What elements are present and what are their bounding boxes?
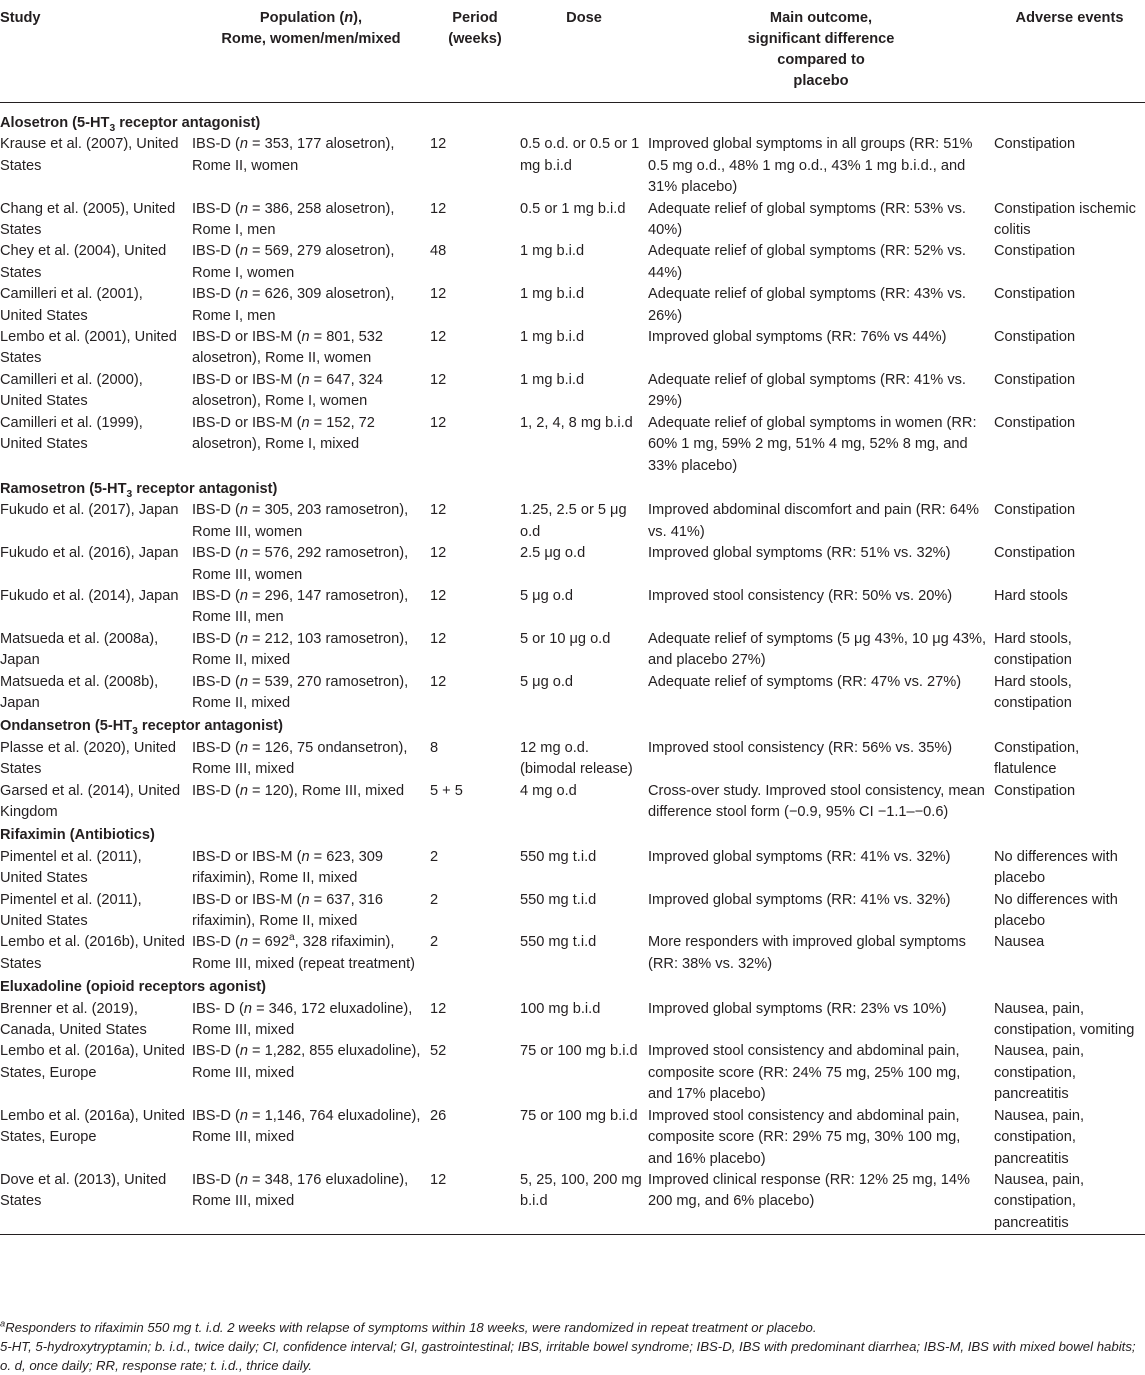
cell-period: 5 + 5 xyxy=(430,782,463,799)
cell-population: IBS-D (n = 348, 176 eluxadoline), Rome III, mixed xyxy=(192,1171,409,1210)
cell-adverse: Constipation xyxy=(994,414,1076,431)
cell-period: 26 xyxy=(430,1107,447,1124)
cell-population: IBS-D (n = 569, 279 alosetron), Rome I, women xyxy=(192,243,395,281)
cell-study: Pimentel et al. (2011), United States xyxy=(0,891,142,930)
cell-period: 12 xyxy=(430,1171,447,1188)
table-row xyxy=(0,241,1145,284)
group-header-row xyxy=(0,714,1145,737)
cell-dose: 1 mg b.i.d xyxy=(520,371,585,388)
cell-population: IBS-D (n = 212, 103 ramosetron), Rome II, mixed xyxy=(192,630,409,669)
cell-dose: 1, 2, 4, 8 mg b.i.d xyxy=(520,414,633,431)
cell-outcome: More responders with improved global symptoms (RR: 38% vs. 32%) xyxy=(648,934,966,972)
cell-period: 12 xyxy=(430,371,447,388)
cell-dose: 2.5 μg o.d xyxy=(520,545,586,562)
study-table xyxy=(0,4,1145,1235)
table-row xyxy=(0,629,1145,672)
cell-population: IBS-D (n = 296, 147 ramosetron), Rome III, men xyxy=(192,587,409,626)
cell-population: IBS-D ($n = 692^a$, 328 rifaximin), Rome III, mixed (repeat treatment) xyxy=(192,932,416,972)
table-row xyxy=(0,672,1145,715)
cell-adverse: Nausea, pain, constipation, pancreatitis xyxy=(994,1107,1085,1167)
group-title: Ondansetron ($5-HT_3$ receptor antagonist) xyxy=(0,718,283,738)
table-row xyxy=(0,543,1145,586)
table-row xyxy=(0,500,1145,543)
cell-dose: 1 mg b.i.d xyxy=(520,286,585,303)
cell-dose: 5 μg o.d xyxy=(520,673,574,690)
cell-study: Matsueda et al. (2008b), Japan xyxy=(0,673,159,711)
table-header xyxy=(0,4,1145,103)
cell-adverse: Hard stools, constipation xyxy=(994,630,1072,669)
cell-dose: 75 or 100 mg b.i.d xyxy=(520,1043,638,1060)
cell-dose: 5 or 10 μg o.d xyxy=(520,630,611,647)
group-title: Ramosetron ($5-HT_3$ receptor antagonist) xyxy=(0,480,278,500)
header-dose: Dose xyxy=(566,10,602,26)
table-row xyxy=(0,890,1145,933)
cell-study: Lembo et al. (2016a), United States, Europe xyxy=(0,1107,185,1146)
table-row xyxy=(0,781,1145,824)
cell-adverse: Nausea, pain, constipation, pancreatitis xyxy=(994,1171,1085,1231)
group-title: Eluxadoline (opioid receptors agonist) xyxy=(0,979,266,996)
cell-outcome: Improved global symptoms in all groups (RR: 51% 0.5 mg o.d., 48% 1 mg o.d., 43% 1 mg b.i.d., and 31% placebo) xyxy=(648,136,973,196)
cell-outcome: Improved global symptoms (RR: 23% vs 10%) xyxy=(648,1000,947,1017)
cell-period: 12 xyxy=(430,630,447,647)
cell-period: 12 xyxy=(430,414,447,431)
cell-population: IBS- D (n = 346, 172 eluxadoline), Rome III, mixed xyxy=(192,1000,413,1039)
table-row xyxy=(0,1170,1145,1235)
cell-dose: 0.5 or 1 mg b.i.d xyxy=(520,200,626,217)
cell-adverse: Constipation xyxy=(994,286,1076,303)
cell-study: Dove et al. (2013), United States xyxy=(0,1171,167,1210)
group-header-row xyxy=(0,823,1145,846)
cell-period: 2 xyxy=(430,848,439,865)
footnotes xyxy=(0,1318,1145,1375)
cell-dose: 12 mg o.d. (bimodal release) xyxy=(520,739,633,778)
cell-study: Brenner et al. (2019), Canada, United States xyxy=(0,1000,147,1039)
cell-outcome: Adequate relief of global symptoms (RR: 52% vs. 44%) xyxy=(648,243,966,281)
cell-period: 12 xyxy=(430,286,447,303)
cell-outcome: Improved stool consistency and abdominal pain, composite score (RR: 29% 75 mg, 30% 100 mg, and 16% placebo) xyxy=(648,1107,961,1167)
cell-population: IBS-D or IBS-M (n = 647, 324 alosetron), Rome I, women xyxy=(192,371,384,410)
cell-outcome: Improved clinical response (RR: 12% 25 mg, 14% 200 mg, and 6% placebo) xyxy=(648,1171,971,1210)
table-row xyxy=(0,327,1145,370)
cell-population: IBS-D (n = 353, 177 alosetron), Rome II, women xyxy=(192,136,395,174)
cell-dose: 4 mg o.d xyxy=(520,782,577,799)
table-row xyxy=(0,847,1145,890)
table-row xyxy=(0,738,1145,781)
cell-adverse: Constipation ischemic colitis xyxy=(994,200,1136,239)
cell-period: 12 xyxy=(430,673,447,690)
table-row xyxy=(0,999,1145,1042)
cell-outcome: Improved stool consistency (RR: 56% vs. 35%) xyxy=(648,739,953,756)
group-header-row xyxy=(0,103,1145,135)
cell-population: IBS-D (n = 305, 203 ramosetron), Rome III, women xyxy=(192,502,409,540)
group-header-row xyxy=(0,477,1145,500)
cell-outcome: Improved global symptoms (RR: 76% vs 44%) xyxy=(648,329,947,346)
cell-period: 12 xyxy=(430,587,447,604)
cell-adverse: Constipation xyxy=(994,371,1076,388)
cell-study: Lembo et al. (2001), United States xyxy=(0,329,177,367)
cell-period: 2 xyxy=(430,891,439,908)
table-row xyxy=(0,370,1145,413)
cell-period: 8 xyxy=(430,739,439,756)
cell-study: Lembo et al. (2016b), United States xyxy=(0,934,185,972)
cell-study: Chang et al. (2005), United States xyxy=(0,200,176,239)
cell-adverse: Nausea xyxy=(994,934,1045,951)
table-row xyxy=(0,1041,1145,1105)
cell-adverse: Constipation xyxy=(994,782,1076,799)
cell-study: Camilleri et al. (2000), United States xyxy=(0,371,143,410)
header-adverse: Adverse events xyxy=(1015,10,1124,26)
cell-population: IBS-D (n = 626, 309 alosetron), Rome I, men xyxy=(192,286,395,324)
cell-dose: 5, 25, 100, 200 mg b.i.d xyxy=(520,1171,642,1210)
cell-adverse: Constipation xyxy=(994,545,1076,562)
cell-adverse: Constipation xyxy=(994,329,1076,346)
cell-adverse: Nausea, pain, constipation, vomiting xyxy=(994,1000,1135,1039)
cell-adverse: No differences with placebo xyxy=(994,891,1118,930)
footnote-a: $^a$Responders to rifaximin 550 mg t. i.d. 2 weeks with relapse of symptoms within 18 weeks, were randomized in repeat treatment or placebo. xyxy=(0,1318,817,1335)
cell-outcome: Adequate relief of symptoms (5 μg 43%, 10 μg 43%, and placebo 27%) xyxy=(648,630,987,669)
table-body xyxy=(0,103,1145,1235)
cell-dose: 550 mg t.i.d xyxy=(520,848,597,865)
cell-period: 48 xyxy=(430,243,447,260)
cell-outcome: Adequate relief of global symptoms (RR: 43% vs. 26%) xyxy=(648,286,966,324)
cell-dose: 75 or 100 mg b.i.d xyxy=(520,1107,638,1124)
group-title: Rifaximin (Antibiotics) xyxy=(0,827,155,844)
cell-population: IBS-D (n = 120), Rome III, mixed xyxy=(192,782,405,799)
header-study: Study xyxy=(0,10,41,26)
cell-outcome: Improved global symptoms (RR: 41% vs. 32%) xyxy=(648,891,951,908)
table-row xyxy=(0,586,1145,629)
cell-population: IBS-D (n = 1,282, 855 eluxadoline), Rome III, mixed xyxy=(192,1043,421,1081)
cell-period: 12 xyxy=(430,136,447,153)
header-population: Population (n), Rome, women/men/mixed xyxy=(221,10,401,47)
cell-outcome: Adequate relief of global symptoms in women (RR: 60% 1 mg, 59% 2 mg, 51% 4 mg, 52% 8 mg, and 33% placebo) xyxy=(648,414,977,474)
cell-outcome: Adequate relief of global symptoms (RR: 53% vs. 40%) xyxy=(648,200,966,239)
cell-dose: 550 mg t.i.d xyxy=(520,891,597,908)
cell-study: Fukudo et al. (2014), Japan xyxy=(0,587,179,604)
cell-outcome: Improved stool consistency and abdominal pain, composite score (RR: 24% 75 mg, 25% 100 mg, and 17% placebo) xyxy=(648,1043,961,1103)
footnote-abbreviations: 5-HT, 5-hydroxytryptamin; b. i.d., twice daily; CI, confidence interval; GI, gastrointestinal; IBS, irritable bowel syndrome; IBS-D, IBS with predominant diarrhea; IBS-M, IBS with mixed bowel habits; o. d, once daily; RR, response rate; t. i.d., thrice daily. xyxy=(0,1339,1136,1373)
cell-dose: 1 mg b.i.d xyxy=(520,329,585,346)
cell-study: Chey et al. (2004), United States xyxy=(0,243,167,281)
group-header-row xyxy=(0,975,1145,998)
cell-dose: 1 mg b.i.d xyxy=(520,243,585,260)
cell-population: IBS-D (n = 539, 270 ramosetron), Rome II, mixed xyxy=(192,673,409,711)
table-row xyxy=(0,413,1145,477)
cell-population: IBS-D or IBS-M (n = 152, 72 alosetron), Rome I, mixed xyxy=(192,414,375,453)
cell-period: 2 xyxy=(430,934,439,951)
cell-adverse: Hard stools xyxy=(994,587,1068,604)
cell-population: IBS-D or IBS-M (n = 637, 316 rifaximin), Rome II, mixed xyxy=(192,891,384,930)
table-row xyxy=(0,1106,1145,1170)
cell-period: 12 xyxy=(430,545,447,562)
cell-study: Fukudo et al. (2016), Japan xyxy=(0,545,179,562)
cell-outcome: Improved global symptoms (RR: 51% vs. 32%) xyxy=(648,545,951,562)
cell-outcome: Improved stool consistency (RR: 50% vs. 20%) xyxy=(648,587,953,604)
cell-adverse: Constipation xyxy=(994,243,1076,260)
cell-period: 12 xyxy=(430,1000,447,1017)
cell-dose: 550 mg t.i.d xyxy=(520,934,597,951)
cell-population: IBS-D or IBS-M (n = 801, 532 alosetron), Rome II, women xyxy=(192,329,384,367)
cell-study: Garsed et al. (2014), United Kingdom xyxy=(0,782,181,820)
cell-study: Matsueda et al. (2008a), Japan xyxy=(0,630,159,669)
cell-population: IBS-D (n = 126, 75 ondansetron), Rome III, mixed xyxy=(192,739,408,778)
cell-adverse: Constipation xyxy=(994,136,1076,153)
table-row xyxy=(0,134,1145,198)
cell-outcome: Adequate relief of symptoms (RR: 47% vs. 27%) xyxy=(648,673,962,690)
cell-period: 12 xyxy=(430,329,447,346)
cell-dose: 0.5 o.d. or 0.5 or 1 mg b.i.d xyxy=(520,136,640,174)
cell-population: IBS-D (n = 386, 258 alosetron), Rome I, men xyxy=(192,200,395,239)
cell-period: 12 xyxy=(430,502,447,519)
cell-dose: 1.25, 2.5 or 5 μg o.d xyxy=(520,502,627,540)
cell-dose: 5 μg o.d xyxy=(520,587,574,604)
cell-adverse: No differences with placebo xyxy=(994,848,1118,887)
cell-adverse: Hard stools, constipation xyxy=(994,673,1072,711)
table-row xyxy=(0,199,1145,242)
table-row xyxy=(0,284,1145,327)
cell-outcome: Cross-over study. Improved stool consistency, mean difference stool form (−0.9, 95% CI −1.1–−0.6) xyxy=(648,782,985,820)
cell-study: Pimentel et al. (2011), United States xyxy=(0,848,142,887)
cell-population: IBS-D (n = 1,146, 764 eluxadoline), Rome III, mixed xyxy=(192,1107,421,1146)
cell-study: Plasse et al. (2020), United States xyxy=(0,739,177,778)
cell-study: Fukudo et al. (2017), Japan xyxy=(0,502,179,519)
cell-study: Lembo et al. (2016a), United States, Europe xyxy=(0,1043,185,1081)
cell-adverse: Constipation xyxy=(994,502,1076,519)
cell-adverse: Nausea, pain, constipation, pancreatitis xyxy=(994,1043,1085,1103)
header-outcome: Main outcome, significant difference compared to placebo xyxy=(747,10,895,89)
cell-outcome: Improved abdominal discomfort and pain (RR: 64% vs. 41%) xyxy=(648,502,979,540)
table-row xyxy=(0,932,1145,975)
cell-population: IBS-D or IBS-M (n = 623, 309 rifaximin), Rome II, mixed xyxy=(192,848,384,887)
group-title: Alosetron ($5-HT_3$ receptor antagonist) xyxy=(0,115,261,134)
cell-outcome: Improved global symptoms (RR: 41% vs. 32%) xyxy=(648,848,951,865)
cell-study: Krause et al. (2007), United States xyxy=(0,136,179,174)
cell-period: 52 xyxy=(430,1043,447,1060)
header-period: Period (weeks) xyxy=(448,10,502,47)
cell-period: 12 xyxy=(430,200,447,217)
cell-study: Camilleri et al. (2001), United States xyxy=(0,286,143,324)
cell-study: Camilleri et al. (1999), United States xyxy=(0,414,143,453)
cell-dose: 100 mg b.i.d xyxy=(520,1000,601,1017)
cell-population: IBS-D (n = 576, 292 ramosetron), Rome III, women xyxy=(192,545,409,583)
cell-outcome: Adequate relief of global symptoms (RR: 41% vs. 29%) xyxy=(648,371,966,410)
cell-adverse: Constipation, flatulence xyxy=(994,739,1080,778)
